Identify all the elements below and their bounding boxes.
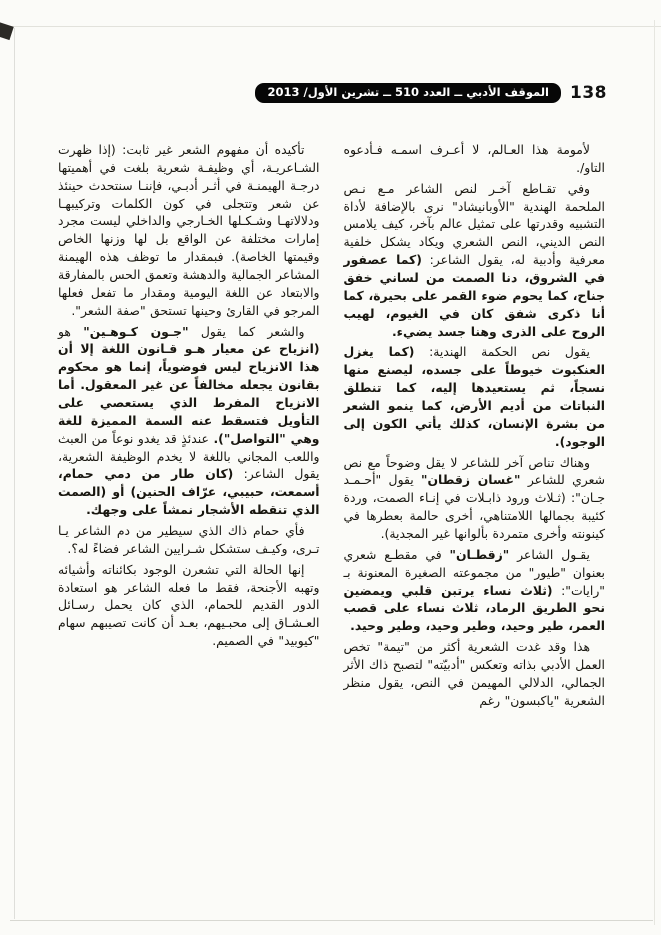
text-run: "زقطـان" <box>449 546 510 562</box>
journal-header-banner: الموقف الأدبي ــ العدد 510 ــ تشرين الأول/ 2013 <box>255 83 561 103</box>
column-left <box>58 141 320 713</box>
paragraph <box>344 180 606 341</box>
text-run: "غسان زقطان" <box>421 472 521 488</box>
text-run: (انزياح عن معيار هـو قـانون اللغة إلا أن هذا الانزياح ليس فوضوياً، إنما هو محكوم بقانون يجعله مخالفاً عن غير المعقول. أما الانزياح المفرط الذي يستعصي على التأويل فتسقط عنه السمة المميزة للغة وهي "التواصل"). <box>58 341 320 446</box>
text-run: (كما يغزل العنكبوت خيوطاً على جسده، ليصنع منها نسجاً، ثم يستعيدها إليه، كما تنطلق النباتات من أديم الأرض، كما ينمو الشعر من بشرة الإنسان، كذلك يأتي الكون إلى الوجود). <box>343 344 605 449</box>
paragraph <box>58 561 320 650</box>
paragraph <box>58 323 320 519</box>
scan-edge-line <box>0 26 661 27</box>
text-run: يقـول الشاعر <box>509 546 590 562</box>
paragraph <box>344 546 606 635</box>
text-run: والشعر كما يقول <box>188 323 305 339</box>
text-run: في مقطـع شعري بعنوان "طيور" من مجموعته الصغيرة المعنونة بـ "رايات": <box>343 546 606 598</box>
scan-corner-artifact <box>0 22 14 40</box>
text-run: لأمومة هذا العـالم، لا أعـرف اسمـه فـأدعوه التاو/. <box>343 142 605 175</box>
paragraph <box>58 141 320 320</box>
scan-edge-line <box>10 920 653 921</box>
text-run: يقول نص الحكمة الهندية: <box>414 344 590 360</box>
page-number: 138 <box>570 83 607 103</box>
paragraph <box>344 638 606 709</box>
scan-edge-line <box>654 20 655 925</box>
text-run: وفي تقـاطع آخـر لنص الشاعر مـع نـص الملحمة الهندية "الأوبانيشاد" نرى بالإضافة لأداة التشبيه وقدرتها على تمثيل عالم بآخر، كيف يلامس النص الديني، النص الشعري ويكاد يشكل خلفية معرفية وأدبية له، يقول الشاعر: <box>343 180 606 268</box>
text-run: وهناك تناص آخر للشاعر لا يقل وضوحاً مع نص شعري للشاعر <box>343 454 605 488</box>
text-run: تأكيده أن مفهوم الشعر غير ثابت: (إذا ظهرت الشـاعريـة، أي وظيفـة شعرية بلغت في أهميتها درجـة الهيمنـة في أثـر أدبـي، فإننـا سنتحدث حينئذ عن شعر وتتجلى في كون الكلمات وتركيبهـا ودلالاتهـا وشـكـلها الخـارجي والداخلي ليست مجرد إمارات مختلفة عن الواقع بل لها وزنها الخاص وقيمتها الخاصة). فبمقدار ما توظف هذه الهيمنة المشاعر الجمالية والدهشة وتعمق الحس بالمفارقة والابتعاد عن اللغة اليومية ومقدار ما تفعل فعلها المرجو في القارئ وحينها تستحق "صفة الشعر". <box>58 142 320 318</box>
text-run: (كما عصفور في الشروق، دنا الصمت من لساني خفق جناح، كما يحوم ضوء القمر على بحيرة، كما أنا ذكرى شفق كان في الغيوم، لهيب الروح على الذرى وهنا جسد يضيء. <box>343 252 605 339</box>
text-run: (ثلاث نساء يرتبن قلبي ويمضين نحو الطريق الرماد، ثلاث نساء على قصب العمر، طير وحيد، وطير وحيد، وطير وحيد. <box>343 582 605 634</box>
text-run: هذا وقد غدت الشعرية أكثر من "تيمة" تخص العمل الأدبي بذاته وتعكس "أدبيّته" لتصبح ذاك الأثر الجمالي، الدلالي المهيمن في النص، يقول منظر الشعرية "ياكبسون" رغم <box>343 639 605 708</box>
text-run: إنها الحالة التي تشعرن الوجود بكائناته وأشيائه وتهبه الأجنحة، فقط ما فعله الشاعر هو استعادة الدور القديم للحمام، الذي كان يحمل رسـائل العـشـاق إلى محبـيهم، بعـد أن كانت تصيبهم سهام "كيوبيد" في الصميم. <box>58 561 320 649</box>
article-body <box>58 141 605 713</box>
text-run: يقول "أحـمـد جـان": (ثـلاث ورود ذابـلات في إنـاء الصمت، وردة كئيبة بجمالها اللامتناهي، أخرى حالمة بعطرها في كينونته وأخرى متمردة بألوانها غير المجدية). <box>343 472 605 542</box>
text-run: فأي حمام ذاك الذي سيطير من دم الشاعر يـا تـرى، وكيـف ستشكل شـرايين الشاعر فضاءً له؟. <box>58 523 320 556</box>
text-run: هو <box>58 323 84 339</box>
column-right <box>344 141 606 713</box>
scan-edge-line <box>14 28 15 919</box>
paragraph <box>344 141 606 177</box>
text-run: "جـون كـوهـين" <box>83 323 189 339</box>
paragraph <box>58 522 320 558</box>
paragraph <box>344 454 606 543</box>
page-header <box>255 83 607 103</box>
text-run: (كان طار من دمي حمام، أسمعت، حبيبي، عرّاف الحنين) أو (الصمت الذي تنقطه الأشجار نمشاً على وجهك. <box>58 466 320 518</box>
paragraph <box>344 343 606 450</box>
text-run: عندئذٍ قد يغدو نوعاً من العبث واللعب المجاني باللغة لا يخدم الوظيفة الشعرية، يقول الشاعر: <box>58 430 320 482</box>
